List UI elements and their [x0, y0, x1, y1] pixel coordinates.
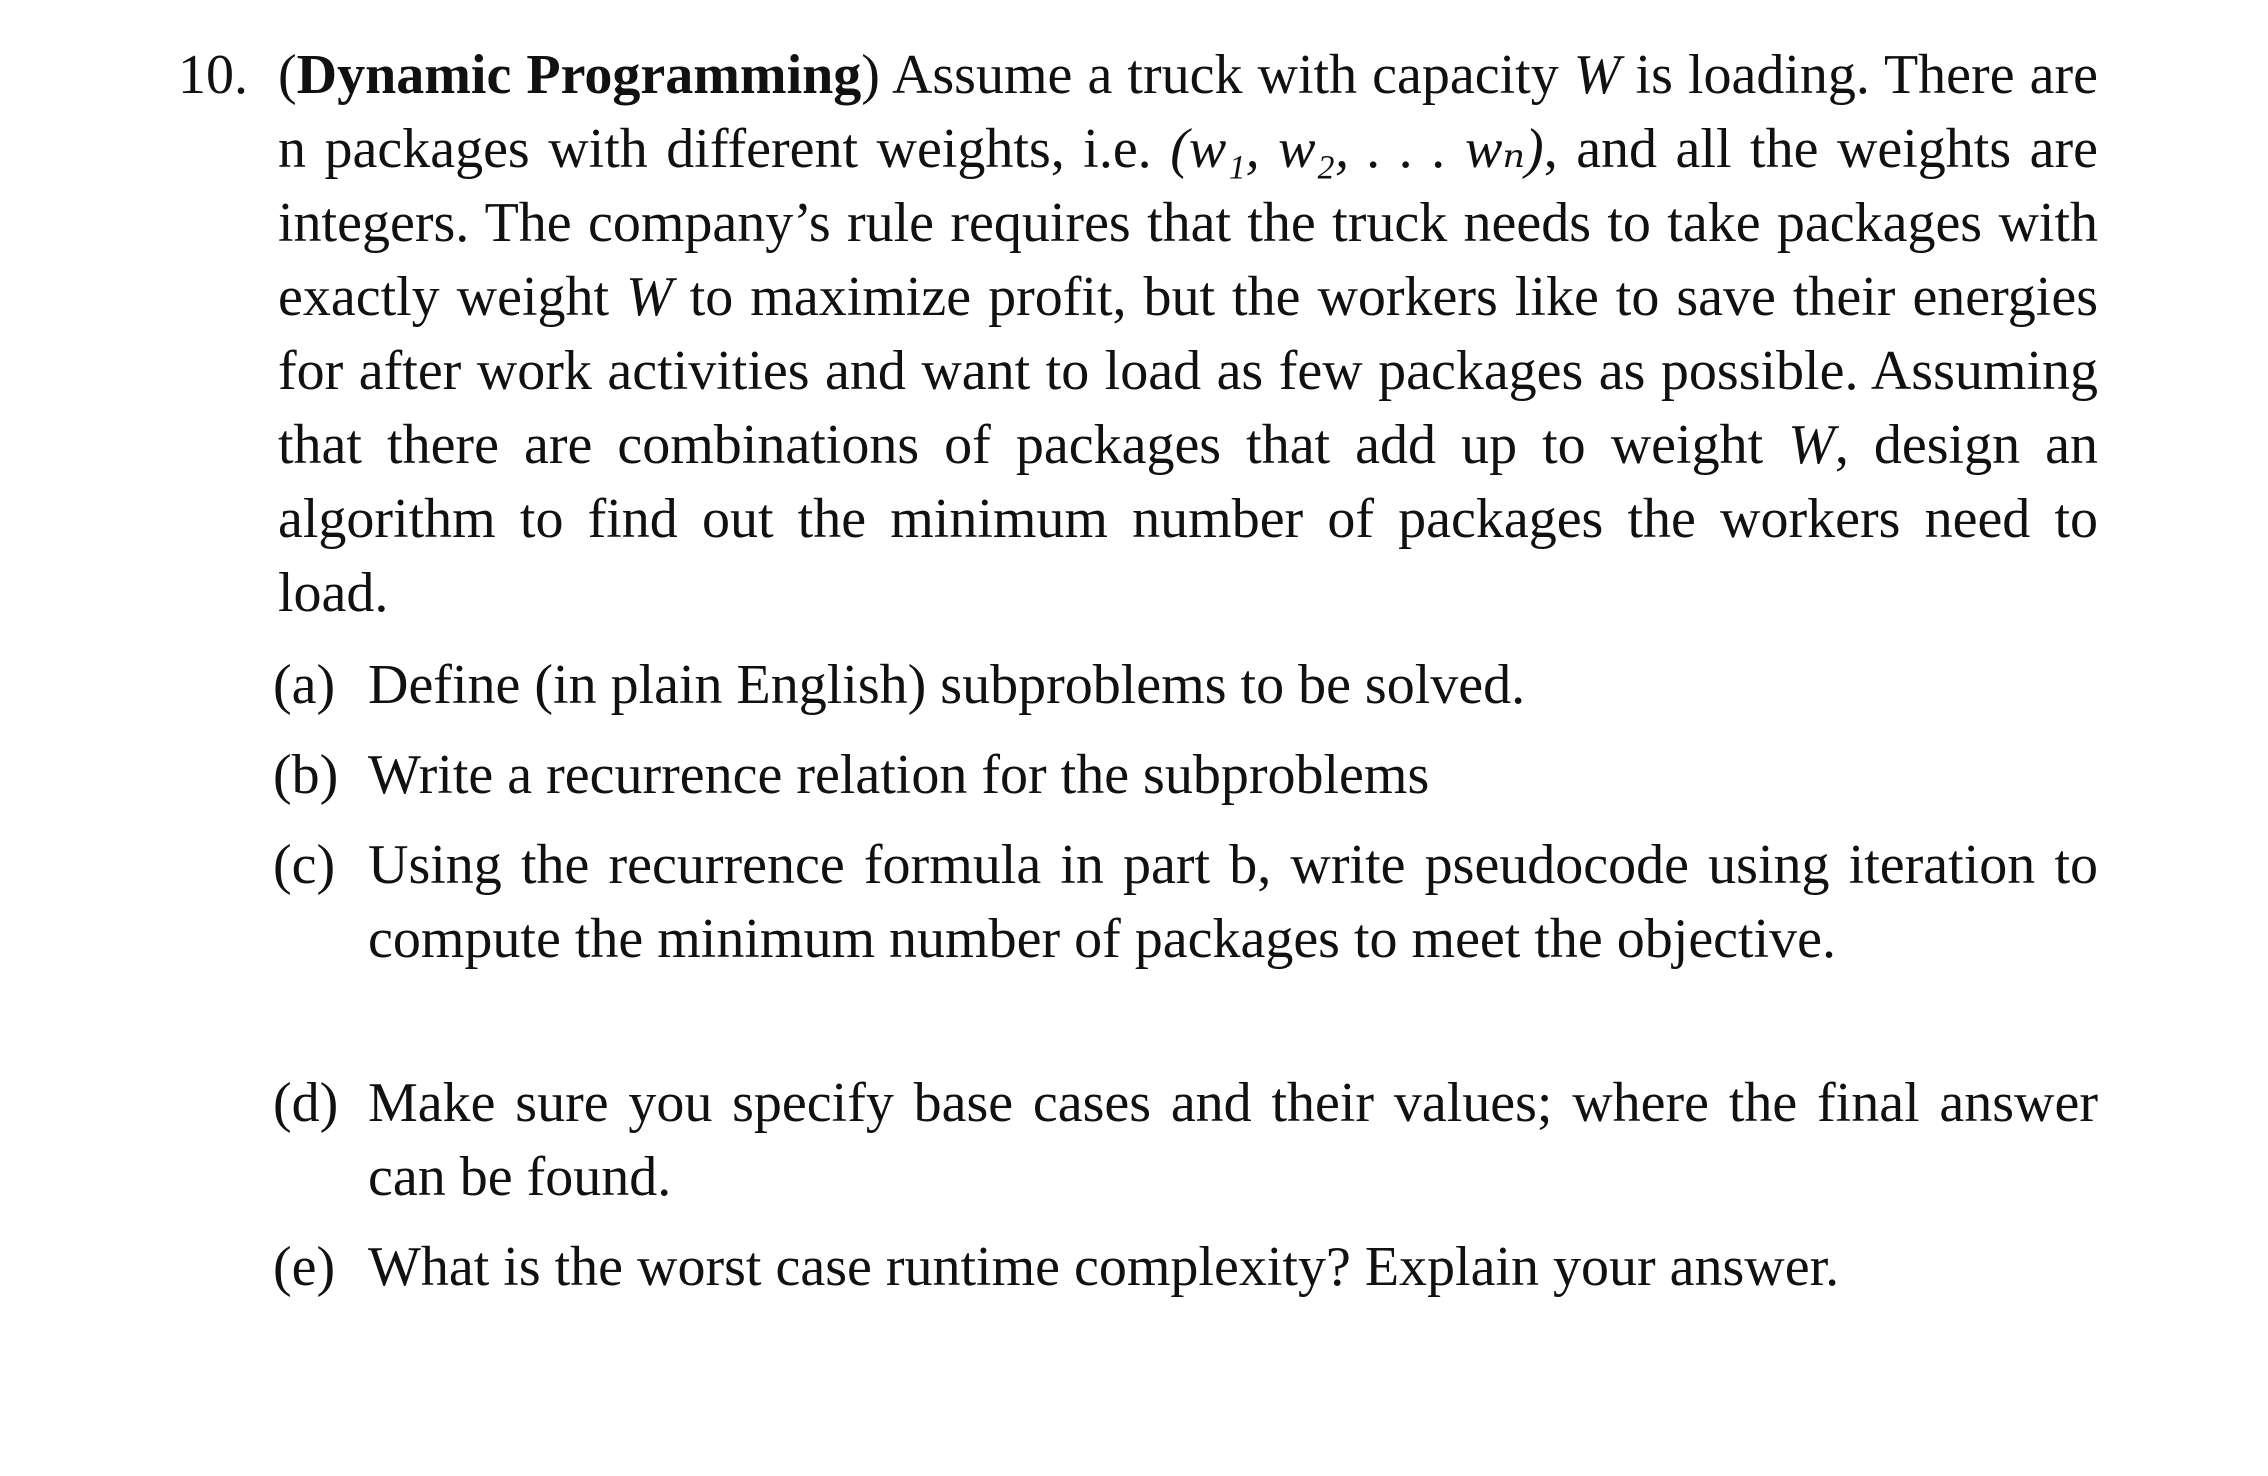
capacity-variable-3: W — [1788, 414, 1835, 476]
part-label: (b) — [273, 744, 339, 806]
problem-title: Dynamic Programming — [296, 44, 862, 106]
title-open-paren: ( — [278, 44, 297, 106]
capacity-variable: W — [1573, 44, 1621, 106]
part-text: Define (in plain English) subproblems to be solved. — [368, 654, 1526, 716]
problem-statement — [278, 38, 2098, 630]
title-close-paren: ) — [861, 44, 880, 106]
part-text: Write a recurrence relation for the subproblems — [368, 744, 1430, 806]
statement-text-4: to maximize profit, but the workers like to save their energies for after work activities and want to load as few packages as possible. Assuming that there are combinations of packages that add up to weight — [278, 266, 2099, 476]
weights-tuple: (w₁, w₂, . . . wₙ) — [1170, 118, 1544, 180]
part-text: Make sure you specify base cases and their values; where the final answer can be found. — [368, 1072, 2098, 1208]
part-label: (e) — [273, 1236, 336, 1298]
statement-text-2: is loading. There are n packages with different weights, i.e. — [278, 44, 2098, 180]
part-label: (a) — [273, 654, 336, 716]
statement-text-1: Assume a truck with capacity — [879, 44, 1574, 106]
statement-text-5: , design an algorithm to find out the minimum number of packages the workers need to load. — [278, 414, 2099, 624]
part-text: What is the worst case runtime complexity? Explain your answer. — [368, 1236, 1840, 1298]
problem-number: 10. — [178, 44, 248, 106]
part-label: (d) — [273, 1072, 339, 1134]
part-label: (c) — [273, 834, 336, 896]
part-text: Using the recurrence formula in part b, write pseudocode using iteration to compute the minimum number of packages to meet the objective. — [368, 834, 2098, 970]
statement-text-3: , and all the weights are integers. The company’s rule requires that the truck needs to take packages with exactly weight — [278, 118, 2099, 328]
capacity-variable-2: W — [626, 266, 673, 328]
